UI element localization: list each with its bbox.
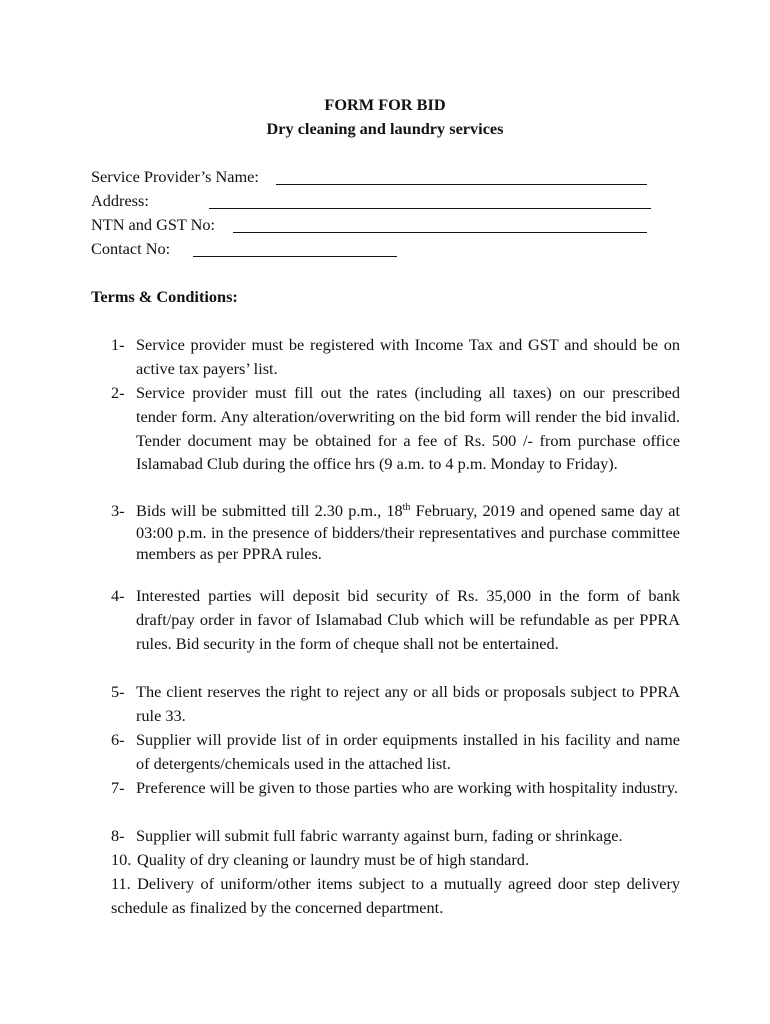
term-item-8	[111, 824, 680, 848]
term-number: 5-	[111, 682, 125, 701]
term-text	[111, 872, 680, 920]
term-number: 4-	[111, 586, 125, 605]
ntn-gst-label: NTN and GST No:	[91, 215, 216, 234]
service-provider-name-line[interactable]	[276, 184, 647, 185]
term-text: Supplier will submit full fabric warranty against burn, fading or shrinkage.	[136, 826, 623, 845]
term-number: 1-	[111, 335, 125, 354]
term-item-6	[111, 728, 680, 776]
ntn-gst-line[interactable]	[233, 232, 647, 233]
term-number: 8-	[111, 826, 125, 845]
term-text-part: February, 2019 and opened same day at 03:00 p.m. in the presence of bidders/their representatives and purchase committee members as per PPRA rules.	[136, 501, 681, 563]
term-text: Service provider must be registered with Income Tax and GST and should be on active tax payers’ list.	[136, 335, 680, 378]
contact-no-line[interactable]	[193, 256, 397, 257]
term-text: The client reserves the right to reject any or all bids or proposals subject to PPRA rule 33.	[136, 682, 680, 725]
term-item-3	[111, 500, 680, 565]
term-item-7	[111, 776, 680, 800]
service-provider-name-field[interactable]	[91, 167, 651, 189]
ntn-gst-field[interactable]	[91, 215, 651, 237]
term-number: 6-	[111, 730, 125, 749]
term-text	[136, 500, 680, 565]
contact-no-field[interactable]	[91, 239, 401, 261]
service-provider-name-label: Service Provider’s Name:	[91, 167, 259, 186]
term-item-11	[111, 872, 680, 920]
term-text: Quality of dry cleaning or laundry must be of high standard.	[137, 850, 530, 869]
ordinal-suffix: th	[402, 502, 411, 513]
address-label: Address:	[91, 191, 149, 210]
term-number: 3-	[111, 501, 125, 520]
term-item-10	[111, 848, 680, 872]
form-subtitle: Dry cleaning and laundry services	[266, 119, 504, 138]
term-text: Service provider must fill out the rates (including all taxes) on our prescribed tender form. Any alteration/overwriting on the bid form will render the bid invalid. Tender document may be obtained for a fee of Rs. 500 /- from purchase office Islamabad Club during the office hrs (9 a.m. to 4 p.m. Monday to Friday).	[136, 383, 680, 474]
address-line[interactable]	[209, 208, 651, 209]
term-number: 2-	[111, 383, 125, 402]
term-item-5	[111, 680, 680, 728]
term-text-body: Delivery of uniform/other items subject to a mutually agreed door step delivery schedule as finalized by the concerned department.	[111, 874, 681, 917]
term-item-4	[111, 584, 680, 655]
term-number: 7-	[111, 778, 125, 797]
terms-heading: Terms & Conditions:	[91, 287, 238, 306]
term-item-1	[111, 333, 680, 381]
address-field[interactable]	[91, 191, 653, 213]
term-text: Supplier will provide list of in order equipments installed in his facility and name of detergents/chemicals used in the attached list.	[136, 730, 680, 773]
term-text-part: Bids will be submitted till 2.30 p.m., 18	[136, 501, 403, 520]
contact-no-label: Contact No:	[91, 239, 171, 258]
term-number: 10.	[111, 850, 132, 869]
term-number: 11.	[111, 874, 131, 893]
term-text: Preference will be given to those parties who are working with hospitality industry.	[136, 778, 678, 797]
form-title: FORM FOR BID	[324, 95, 446, 114]
term-item-2	[111, 381, 680, 476]
term-text: Interested parties will deposit bid security of Rs. 35,000 in the form of bank draft/pay order in favor of Islamabad Club which will be refundable as per PPRA rules. Bid security in the form of cheque shall not be entertained.	[136, 586, 680, 653]
